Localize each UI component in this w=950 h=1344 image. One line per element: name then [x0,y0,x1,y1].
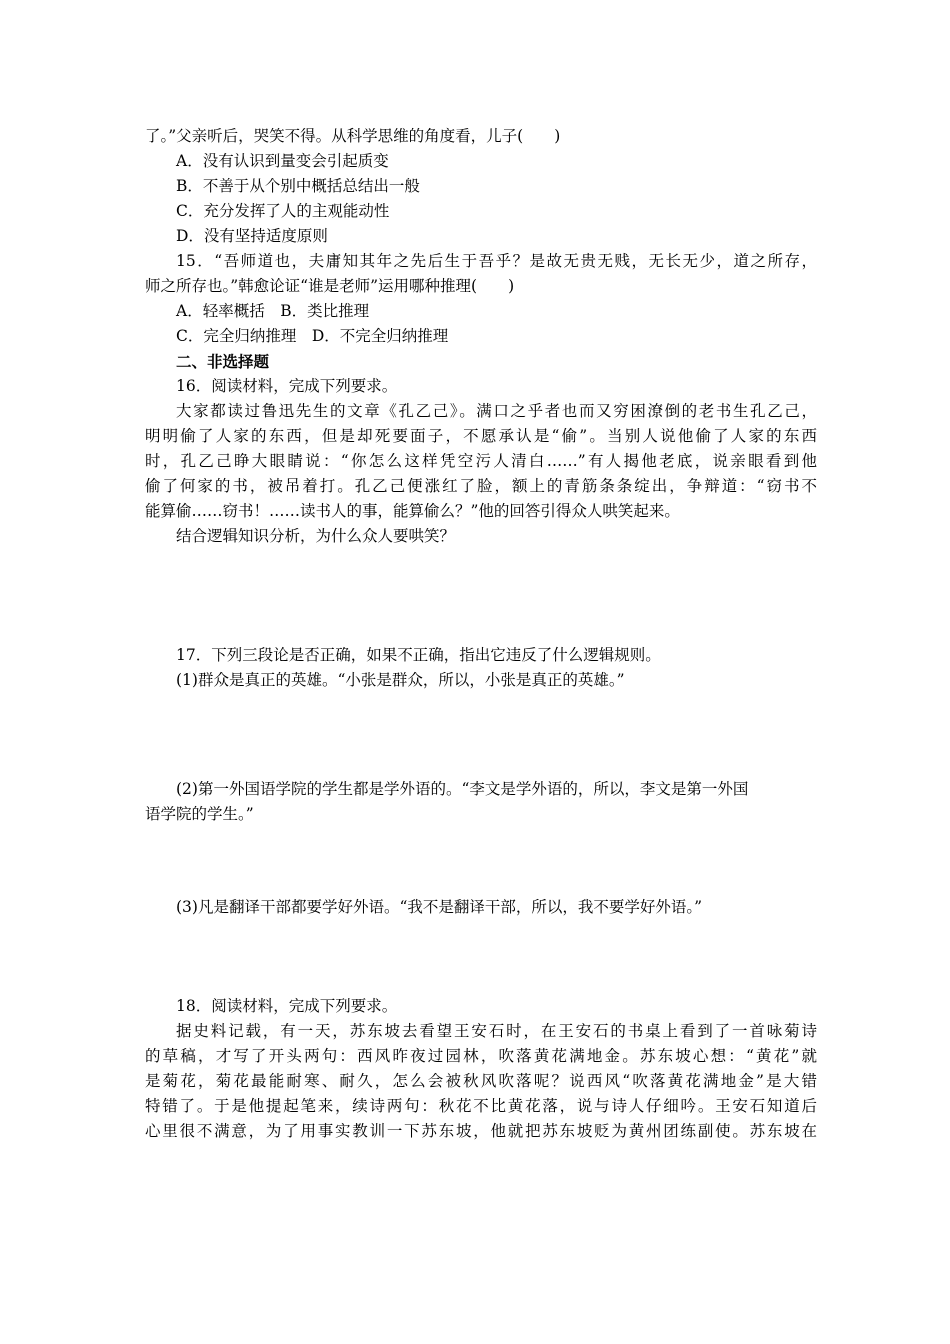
q16-material-line1: 大家都读过鲁迅先生的文章《孔乙己》。满口之乎者也而又穷困潦倒的老书生孔乙己， [176,402,817,420]
q18-material-line3: 是菊花，菊花最能耐寒、耐久，怎么会被秋风吹落呢？说西风“吹落黄花满地金”是大错 [145,1072,817,1090]
q16-material-line2: 明明偷了人家的东西，但是却死要面子，不愿承认是“偷”。当别人说他偷了人家的东西 [145,427,817,445]
q16-material-line5: 能算偷……窃书！……读书人的事，能算偷么？”他的回答引得众人哄笑起来。 [145,502,680,520]
q15-options-row1: A．轻率概括 B．类比推理 [176,302,370,320]
q14-stem-end: 了。”父亲听后，哭笑不得。从科学思维的角度看，儿子( ) [145,127,561,145]
q18-material-line1: 据史料记载，有一天，苏东坡去看望王安石时，在王安石的书桌上看到了一首咏菊诗 [176,1022,817,1040]
q15-stem-line1: 15．“吾师道也，夫庸知其年之先后生于吾乎？是故无贵无贱，无长无少，道之所存， [176,252,817,270]
answer-space [145,549,817,643]
q14-option-b: B．不善于从个别中概括总结出一般 [176,177,420,195]
answer-space [145,693,817,777]
q17-part3: (3)凡是翻译干部都要学好外语。“我不是翻译干部，所以，我不要学好外语。” [176,898,703,916]
q18-prompt: 18．阅读材料，完成下列要求。 [176,997,398,1015]
q16-material-line4: 偷了何家的书，被吊着打。孔乙己便涨红了脸，额上的青筋条条绽出，争辩道：“窃书不 [145,477,817,495]
section-title: 二、非选择题 [176,352,270,371]
q17-part2-line1: (2)第一外国语学院的学生都是学外语的。“李文是学外语的，所以，李文是第一外国 [176,780,749,798]
q15-options-row2: C．完全归纳推理 D．不完全归纳推理 [176,327,449,345]
q18-material-line2: 的草稿，才写了开头两句：西风昨夜过园林，吹落黄花满地金。苏东坡心想：“黄花”就 [145,1047,817,1065]
q16-prompt: 16．阅读材料，完成下列要求。 [176,377,398,395]
q14-option-d: D．没有坚持适度原则 [176,227,328,245]
q18-material-line5: 心里很不满意，为了用事实教训一下苏东坡，他就把苏东坡贬为黄州团练副使。苏东坡在 [145,1122,817,1140]
q17-part1: (1)群众是真正的英雄。“小张是群众，所以，小张是真正的英雄。” [176,671,625,689]
q14-option-c: C．充分发挥了人的主观能动性 [176,202,390,220]
q14-option-a: A．没有认识到量变会引起质变 [176,152,389,170]
q18-material-line4: 特错了。于是他提起笔来，续诗两句：秋花不比黄花落，说与诗人仔细吟。王安石知道后 [145,1097,817,1115]
exam-page [145,124,817,1144]
answer-space [145,920,817,994]
answer-space [145,827,817,895]
q17-prompt: 17．下列三段论是否正确，如果不正确，指出它违反了什么逻辑规则。 [176,646,661,664]
q16-material-line3: 时，孔乙己睁大眼睛说：“你怎么这样凭空污人清白……”有人揭他老底，说亲眼看到他 [145,452,817,470]
q16-question: 结合逻辑知识分析，为什么众人要哄笑？ [176,527,456,545]
q17-part2-line2: 语学院的学生。” [145,805,254,823]
q15-stem-line2: 师之所存也。”韩愈论证“谁是老师”运用哪种推理( ) [145,277,515,295]
